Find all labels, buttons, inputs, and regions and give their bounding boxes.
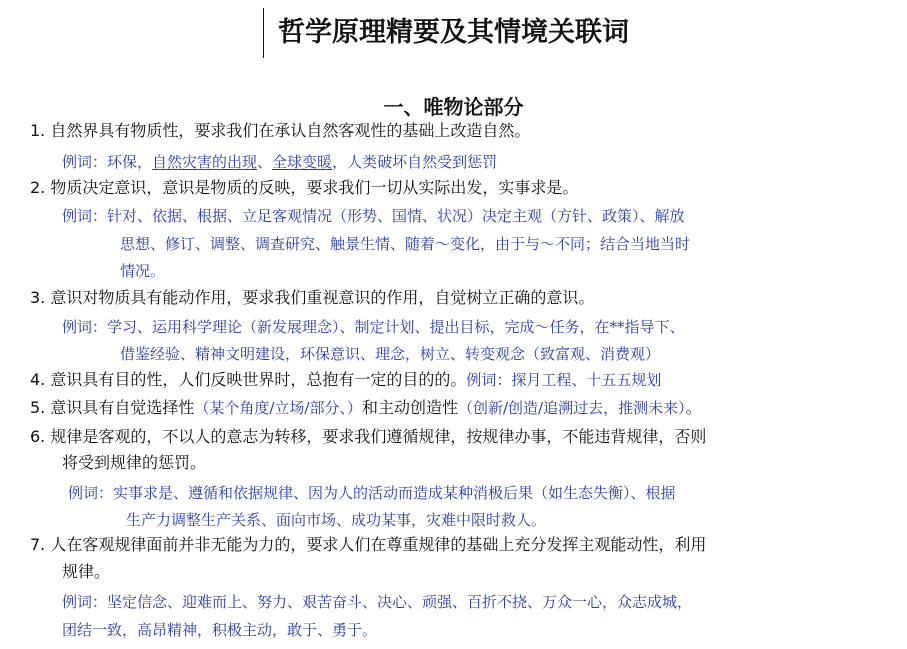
item-1-example: 例词：环保，自然灾害的出现、全球变暖，人类破坏自然受到惩罚 — [62, 153, 498, 171]
item-5-mid: 和主动创造性 — [361, 398, 458, 417]
item-text: 物质决定意识，意识是物质的反映，要求我们一切从实际出发，实事求是。 — [50, 178, 579, 197]
item-6-example-line: 例词：实事求是、遵循和依据规律、因为人的活动而造成某种消极后果（如生态失衡）、根据 — [68, 484, 676, 502]
item-number: 2. — [30, 178, 46, 197]
item-text: 意识对物质具有能动作用，要求我们重视意识的作用，自觉树立正确的意识。 — [50, 288, 595, 307]
item-5-paren-2: （创新/创造/追溯过去，推测未来） — [458, 399, 686, 417]
item-text: 人在客观规律面前并非无能为力的，要求人们在尊重规律的基础上充分发挥主观能动性，利用 — [50, 535, 707, 554]
item-2 — [30, 178, 578, 198]
item-text: 规律是客观的，不以人的意志为转移，要求我们遵循规律，按规律办事，不能违背规律，否则 — [50, 427, 707, 446]
item-number: 3. — [30, 288, 46, 307]
item-7-continuation: 规律。 — [62, 562, 111, 581]
item-2-example-line: 思想、修订、调整、调查研究、触景生情、随着～变化，由于与～不同；结合当地当时 — [120, 235, 691, 253]
item-4-example: 例词：探月工程、十五五规划 — [466, 371, 662, 389]
item-5-paren-1: （某个角度/立场/部分、） — [194, 399, 362, 417]
item-6 — [30, 427, 706, 447]
item-7-example-line: 团结一致，高昂精神，积极主动，敢于、勇于。 — [62, 621, 378, 639]
item-7 — [30, 535, 706, 555]
item-text: 自然界具有物质性，要求我们在承认自然客观性的基础上改造自然。 — [50, 121, 531, 140]
item-number: 7. — [30, 535, 46, 554]
item-number: 4. — [30, 370, 46, 389]
item-number: 6. — [30, 427, 46, 446]
item-7-example-line: 例词：坚定信念、迎难而上、努力、艰苦奋斗、决心、顽强、百折不挠、万众一心，众志成城， — [62, 593, 693, 611]
item-number: 1. — [30, 121, 46, 140]
page-title: 哲学原理精要及其情境关联词 — [278, 17, 629, 48]
text-cursor — [263, 8, 264, 58]
section-title: 一、唯物论部分 — [383, 95, 524, 119]
item-2-example-line: 情况。 — [120, 262, 166, 280]
item-6-example-line: 生产力调整生产关系、面向市场、成功某事，灾难中限时救人。 — [126, 511, 547, 529]
item-5: 5. 意识具有自觉选择性（某个角度/立场/部分、）和主动创造性（创新/创造/追溯过去，推测未来）。 — [30, 398, 702, 417]
item-text: 意识具有自觉选择性 — [50, 398, 195, 417]
item-3-example-line: 例词：学习、运用科学理论（新发展理念）、制定计划、提出目标，完成～任务，在**指导下、 — [62, 318, 685, 336]
item-text: 意识具有目的性，人们反映世界时，总抱有一定的目的的。 — [50, 370, 467, 389]
item-2-example-line: 例词：针对、依据、根据、立足客观情况（形势、国情、状况）决定主观（方针、政策）、解放 — [62, 207, 685, 225]
item-6-continuation: 将受到规律的惩罚。 — [62, 453, 207, 472]
item-number: 5. — [30, 398, 46, 417]
item-3 — [30, 288, 594, 308]
item-3-example-line: 借鉴经验、精神文明建设，环保意识、理念，树立、转变观念（致富观、消费观） — [120, 345, 661, 363]
item-4 — [30, 370, 661, 390]
item-1 — [30, 121, 530, 141]
